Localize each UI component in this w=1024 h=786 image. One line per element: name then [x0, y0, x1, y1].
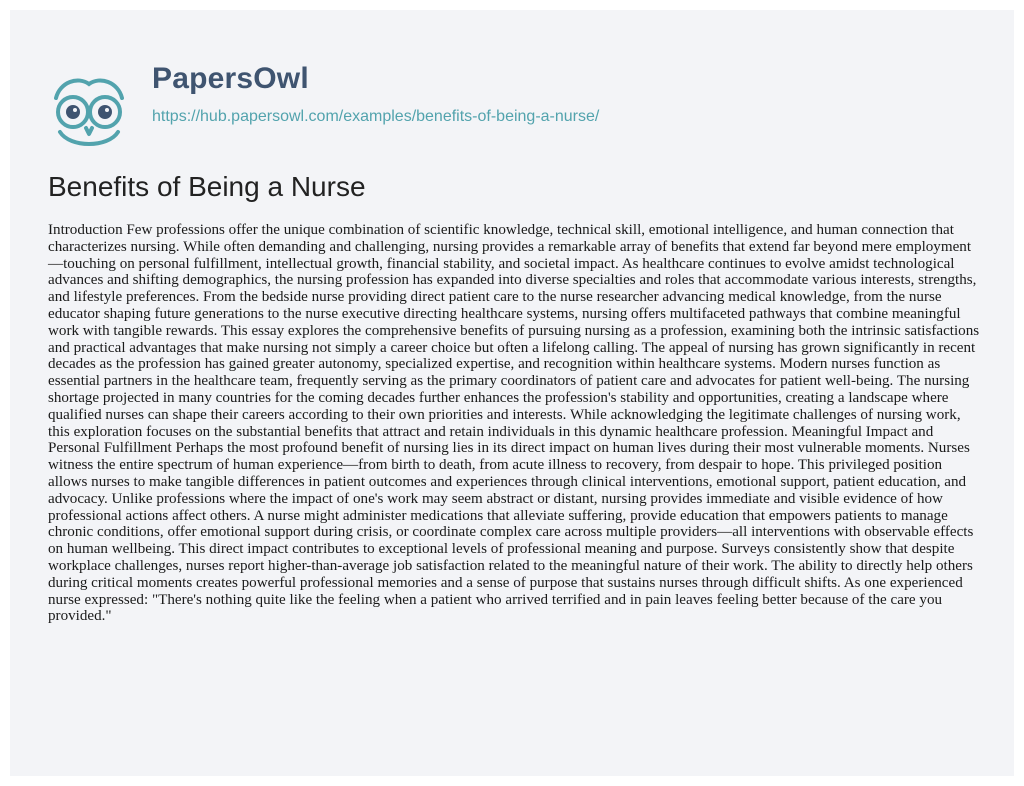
- document-title: Benefits of Being a Nurse: [48, 171, 366, 202]
- owl-logo-icon: [46, 68, 132, 154]
- source-url-link[interactable]: https://hub.papersowl.com/examples/benefits-of-being-a-nurse/: [152, 108, 600, 125]
- brand-name: PapersOwl: [152, 62, 309, 95]
- header: [42, 28, 1002, 148]
- document-body: Introduction Few professions offer the unique combination of scientific knowledge, technical skill, emotional intelligence, and human connection that characterizes nursing. While often demanding and challenging, nursing provides a remarkable array of benefits that extend far beyond mere employment—touching on personal fulfillment, intellectual growth, financial stability, and societal impact. As healthcare continues to evolve amidst technological advances and shifting demographics, the nursing profession has expanded into diverse specialties and roles that accommodate various interests, strengths, and lifestyle preferences. From the bedside nurse providing direct patient care to the nurse researcher advancing medical knowledge, from the nurse educator shaping future generations to the nurse executive directing healthcare systems, nursing offers multifaceted pathways that combine meaningful work with tangible rewards. This essay explores the comprehensive benefits of pursuing nursing as a profession, examining both the intrinsic satisfactions and practical advantages that make nursing not simply a career choice but often a lifelong calling. The appeal of nursing has grown significantly in recent decades as the profession has gained greater autonomy, specialized expertise, and recognition within healthcare systems. Modern nurses function as essential partners in the healthcare team, frequently serving as the primary coordinators of patient care and advocates for patient well-being. The nursing shortage projected in many countries for the coming decades further enhances the profession's stability and opportunities, creating a landscape where qualified nurses can shape their careers according to their own priorities and interests. While acknowledging the legitimate challenges of nursing work, this exploration focuses on the substantial benefits that attract and retain individuals in this dynamic healthcare profession. Meaningful Impact and Personal Fulfillment Perhaps the most profound benefit of nursing lies in its direct impact on human lives during their most vulnerable moments. Nurses witness the entire spectrum of human experience—from birth to death, from acute illness to recovery, from despair to hope. This privileged position allows nurses to make tangible differences in patient outcomes and experiences through clinical interventions, emotional support, patient education, and advocacy. Unlike professions where the impact of one's work may seem abstract or distant, nursing provides immediate and visible evidence of how professional actions affect others. A nurse might administer medications that alleviate suffering, provide education that empowers patients to manage chronic conditions, offer emotional support during crisis, or coordinate complex care across multiple providers—all interventions with observable effects on human wellbeing. This direct impact contributes to exceptional levels of professional meaning and purpose. Surveys consistently show that despite workplace challenges, nurses report higher-than-average job satisfaction related to the meaningful nature of their work. The ability to directly help others during critical moments creates powerful professional memories and a sense of purpose that sustains nurses through difficult shifts. As one experienced nurse expressed: "There's nothing quite like the feeling when a patient who arrived terrified and in pain leaves feeling better because of the care you provided.": [48, 222, 980, 625]
